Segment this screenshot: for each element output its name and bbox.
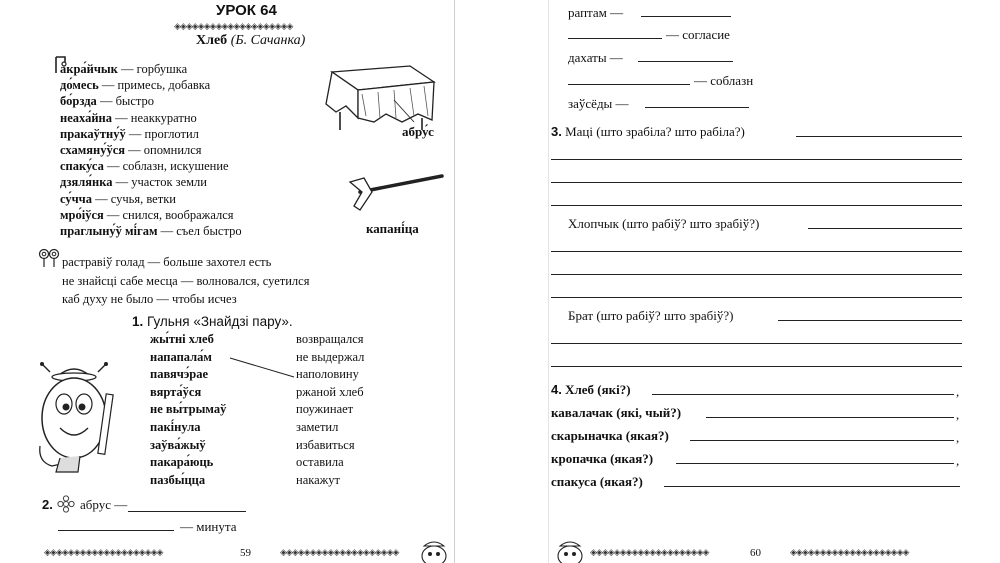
pair-right-word: избавиться xyxy=(296,437,355,452)
text-author: (Б. Сачанка) xyxy=(230,33,306,48)
exercise3-item-1 xyxy=(551,124,745,140)
exercise3-answer-line[interactable] xyxy=(796,136,962,137)
exercise4-item-2: кавалачак (які, чый?) xyxy=(551,405,682,420)
exercise3-answer-line[interactable] xyxy=(551,205,962,206)
vocab-row: дзяля́нка — участок земли xyxy=(60,175,207,190)
exercise4-separator: , xyxy=(956,407,960,422)
phrase-row: каб духу не было — чтобы исчез xyxy=(62,292,237,306)
exercise3-answer-line[interactable] xyxy=(551,343,962,344)
exercise4-answer-line[interactable] xyxy=(676,463,954,464)
vocab-row: схамяну́ўся — опомнился xyxy=(60,143,202,158)
vocab-row: спаку́са — соблазн, искушение xyxy=(60,159,229,174)
exercise4-separator: , xyxy=(956,453,960,468)
tablecloth-table-image xyxy=(322,60,440,132)
vocabulary-list xyxy=(60,61,242,239)
exercise1-right-column xyxy=(296,331,364,489)
pair-left-word: напапала́м xyxy=(150,349,212,364)
top-row-prefix: заўсёды — xyxy=(568,96,629,111)
exercise4-answer-line[interactable] xyxy=(706,417,954,418)
vocab-row: су́чча — сучья, ветки xyxy=(60,191,176,206)
top-row-3-line[interactable] xyxy=(638,61,733,62)
exercise4-item-label: Хлеб (які?) xyxy=(565,382,631,397)
exercise2-word: абрус — xyxy=(80,497,128,512)
exercise3-item-3: Брат (што рабіў? што зрабіў?) xyxy=(568,308,734,323)
exercise3-item-label: Маці (што зрабіла? што рабіла?) xyxy=(565,124,745,139)
mascot-small-right-image xyxy=(552,538,588,563)
exercise2-answer-line-2[interactable] xyxy=(58,530,174,531)
pair-left-word: пакара́юць xyxy=(150,455,214,470)
phrases-list xyxy=(62,253,309,309)
exercise4-item-1 xyxy=(551,382,631,398)
exercise3-answer-line[interactable] xyxy=(551,251,962,252)
exercise2-row xyxy=(42,497,53,513)
exercise1-left-column xyxy=(150,331,226,489)
exercise1-title: Гульня «Знайдзі пару». xyxy=(147,314,293,329)
pair-left-word: заўва́жыў xyxy=(150,437,206,452)
pair-left-word: павячэ́рае xyxy=(150,367,209,382)
top-row-prefix: дахаты — xyxy=(568,50,623,65)
pair-right-word: возвращался xyxy=(296,332,364,346)
top-row-4-line[interactable] xyxy=(568,84,690,85)
footer-ornament-right-1: ◈◈◈◈◈◈◈◈◈◈◈◈◈◈◈◈◈◈◈◈ xyxy=(590,548,709,558)
mascot-small-left-image xyxy=(416,538,452,563)
exercise3-answer-line[interactable] xyxy=(551,274,962,275)
footer-ornament-right-2: ◈◈◈◈◈◈◈◈◈◈◈◈◈◈◈◈◈◈◈◈ xyxy=(790,548,909,558)
top-row-3 xyxy=(568,50,623,66)
pair-connector-line[interactable] xyxy=(228,355,298,381)
exercise3-answer-line[interactable] xyxy=(778,320,962,321)
top-row-2-line[interactable] xyxy=(568,38,662,39)
exercise2-suffix: — минута xyxy=(180,519,237,534)
tablecloth-label: абру́с xyxy=(402,124,434,139)
exercise4-answer-line[interactable] xyxy=(690,440,954,441)
pair-right-word: поужинает xyxy=(296,402,354,417)
flower-icon xyxy=(57,495,75,513)
top-row-suffix: — согласие xyxy=(666,27,730,42)
pair-left-word: жы́тні хлеб xyxy=(150,332,214,346)
pair-right-word: заметил xyxy=(296,419,339,434)
exercise4-item-4: кропачка (якая?) xyxy=(551,451,654,466)
exercise4-answer-line[interactable] xyxy=(664,486,960,487)
pair-left-word: не вы́трымаў xyxy=(150,402,227,417)
pair-right-word: оставила xyxy=(296,455,344,470)
exercise4-separator: , xyxy=(956,384,960,399)
top-row-prefix: раптам — xyxy=(568,5,624,20)
pair-right-word: не выдержал xyxy=(296,349,365,364)
pair-left-word: вярта́ўся xyxy=(150,384,202,399)
exercise4-item-5: спакуса (якая?) xyxy=(551,474,643,489)
top-row-suffix: — соблазн xyxy=(694,73,754,88)
exercise4-separator: , xyxy=(956,430,960,445)
vocab-row: до́месь — примесь, добавка xyxy=(60,78,211,93)
exercise2-answer-line-1[interactable] xyxy=(128,511,246,512)
exercise3-number: 3. xyxy=(551,124,562,139)
spiral-phrases-icon xyxy=(38,247,60,269)
phrase-row: растравіў голад — больше захотел есть xyxy=(62,255,272,269)
vocab-row: бо́рзда — быстро xyxy=(60,94,154,109)
exercise3-answer-line[interactable] xyxy=(551,366,962,367)
hoe-image xyxy=(346,170,446,212)
exercise3-answer-line[interactable] xyxy=(551,159,962,160)
page-number-left: 59 xyxy=(240,547,251,559)
pair-right-word: накажут xyxy=(296,472,341,487)
exercise1-number: 1. xyxy=(132,314,144,329)
page-divider xyxy=(454,0,455,563)
vocab-row: праглыну́ў мі́гам — съел быстро xyxy=(60,224,242,239)
pair-right-word: наполовину xyxy=(296,367,359,382)
pair-left-word: пазбы́цца xyxy=(150,472,206,487)
pair-left-word: пакі́нула xyxy=(150,419,201,434)
hoe-label: капані́ца xyxy=(366,221,419,236)
exercise3-answer-line[interactable] xyxy=(551,297,962,298)
top-row-2 xyxy=(666,27,730,43)
exercise1-heading xyxy=(132,314,293,329)
vocab-row: акра́йчык — горбушка xyxy=(60,62,188,76)
mascot-image xyxy=(30,362,122,474)
top-row-4 xyxy=(694,73,753,89)
vocab-row: мро́іўся — снился, воображался xyxy=(60,207,234,222)
text-title-word: Хлеб xyxy=(196,33,228,48)
top-row-5 xyxy=(568,96,629,112)
exercise2-number: 2. xyxy=(42,497,53,512)
top-row-1 xyxy=(568,5,623,21)
top-row-1-line[interactable] xyxy=(641,16,731,17)
phrase-row: не знайсці сабе месца — волновался, суетился xyxy=(62,273,310,288)
page-number-right: 60 xyxy=(750,547,761,559)
exercise3-answer-line[interactable] xyxy=(808,228,962,229)
title-ornament: ◈◈◈◈◈◈◈◈◈◈◈◈◈◈◈◈◈◈◈◈ xyxy=(174,22,293,32)
footer-ornament-left-1: ◈◈◈◈◈◈◈◈◈◈◈◈◈◈◈◈◈◈◈◈ xyxy=(44,548,163,558)
vocab-row: неаха́йна — неаккуратно xyxy=(60,110,197,125)
footer-ornament-left-2: ◈◈◈◈◈◈◈◈◈◈◈◈◈◈◈◈◈◈◈◈ xyxy=(280,548,399,558)
exercise3-answer-line[interactable] xyxy=(551,182,962,183)
vocab-row: пракаўтну́ў — проглотил xyxy=(60,126,199,141)
exercise3-item-2: Хлопчык (што рабіў? што зрабіў?) xyxy=(568,216,760,231)
lesson-title: УРОК 64 xyxy=(216,2,277,19)
top-row-5-line[interactable] xyxy=(645,107,749,108)
text-title xyxy=(196,33,305,49)
exercise4-item-3: скарыначка (якая?) xyxy=(551,428,669,443)
exercise4-number: 4. xyxy=(551,382,562,397)
page-divider-right xyxy=(548,0,549,563)
exercise4-answer-line[interactable] xyxy=(652,394,954,395)
pair-right-word: ржаной хлеб xyxy=(296,384,364,399)
